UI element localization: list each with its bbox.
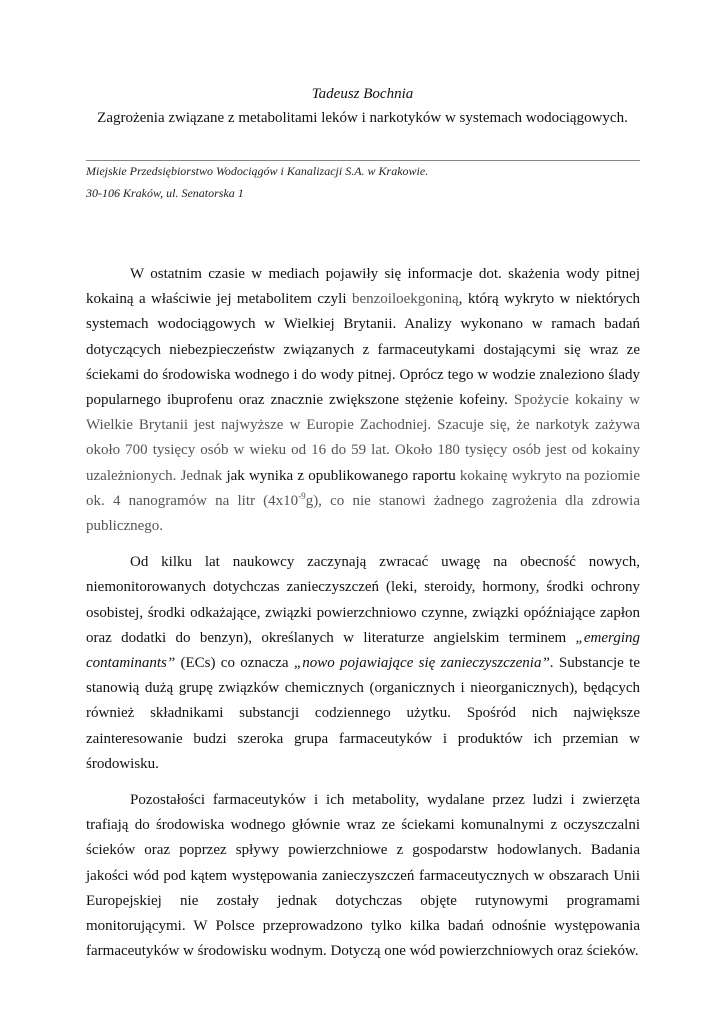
p2-term-english: „emerging contaminants”	[86, 629, 640, 672]
p1-text-f: kokainę wykryto na poziomie ok. 4 nanogramów na litr (4x10	[86, 467, 640, 509]
p2-text-c: (ECs) co oznacza	[175, 655, 294, 672]
affiliation-institution: Miejskie Przedsiębiorstwo Wodociągów i Kanalizacji S.A. w Krakowie.	[86, 164, 429, 178]
paragraph-1	[86, 262, 640, 539]
p3-text: Pozostałości farmaceutyków i ich metabolity, wydalane przez ludzi i zwierzęta trafiają do środowiska wodnego głównie wraz ze ściekami komunalnymi z oczyszczalni ścieków oraz poprzez spływy powierzchniowe z gospodarstw hodowlanych. Badania jakości wód pod kątem występowania zanieczyszczeń farmaceutycznych w obszarach Unii Europejskiej nie zostały jednak dotychczas objęte rutynowymi programami monitorującymi. W Polsce przeprowadzono tylko kilka badań odnośnie występowania farmaceutyków w środowisku wodnym. Dotyczą one wód powierzchniowych oraz ścieków.	[86, 792, 640, 960]
document-title: Zagrożenia związane z metabolitami leków i narkotyków w systemach wodociągowych.	[97, 110, 628, 126]
p1-exponent: -9	[298, 490, 306, 501]
p1-text-g: g), co nie stanowi żadnego zagrożenia dla zdrowia publicznego.	[86, 492, 640, 535]
p1-compound-name: benzoiloekgoniną	[351, 291, 459, 308]
p1-text-c: , którą wykryto w niektórych systemach wodociągowych w Wielkiej Brytanii. Analizy wykonano w ramach badań dotyczących niebezpieczeństw związanych z farmaceutykami dostającymi się wraz ze ściekami do środowiska wodnego i do wody pitnej. Oprócz tego w wodzie znaleziono ślady popularnego ibuprofenu oraz znacznie zwiększone stężenie kofeiny.	[86, 291, 640, 409]
affiliation-address: 30-106 Kraków, ul. Senatorska 1	[86, 186, 244, 200]
paragraph-3	[86, 788, 640, 964]
p1-text-e: jak wynika z opublikowanego raportu	[226, 467, 456, 484]
p1-text-d: Spożycie kokainy w Wielkie Brytanii jest najwyższe w Europie Zachodniej. Szacuje się, że narkotyk zażywa około 700 tysięcy osób w wieku od 16 do 59 lat. Około 180 tysięcy osób jest od kokainy uzależnionych. Jednak	[86, 392, 640, 484]
p2-term-polish: „nowo pojawiające się zanieczyszczenia”	[293, 655, 550, 672]
header-divider	[86, 160, 640, 161]
document-body	[86, 262, 640, 975]
paragraph-2	[86, 550, 640, 777]
author-name: Tadeusz Bochnia	[311, 86, 414, 102]
p2-text-e: . Substancje te stanowią dużą grupę związków chemicznych (organicznych i nieorganicznych), będących również składnikami substancji codziennego użytku. Spośród nich największe zainteresowanie budzi szeroka grupa farmaceutyków i produktów ich przemian w środowisku.	[86, 655, 640, 772]
p2-text-a: Od kilku lat naukowcy zaczynają zwracać uwagę na obecność nowych, niemonitorowanych dotychczas zanieczyszczeń (leki, steroidy, hormony, środki ochrony osobistej, środki odkażające, związki powierzchniowo czynne, związki opóźniające zapłon oraz dodatki do benzyn), określanych w literaturze angielskim terminem	[86, 554, 640, 646]
p1-text-a: W ostatnim czasie w mediach pojawiły się informacje dot. skażenia wody pitnej kokainą a właściwie jej metabolitem czyli	[86, 266, 640, 308]
